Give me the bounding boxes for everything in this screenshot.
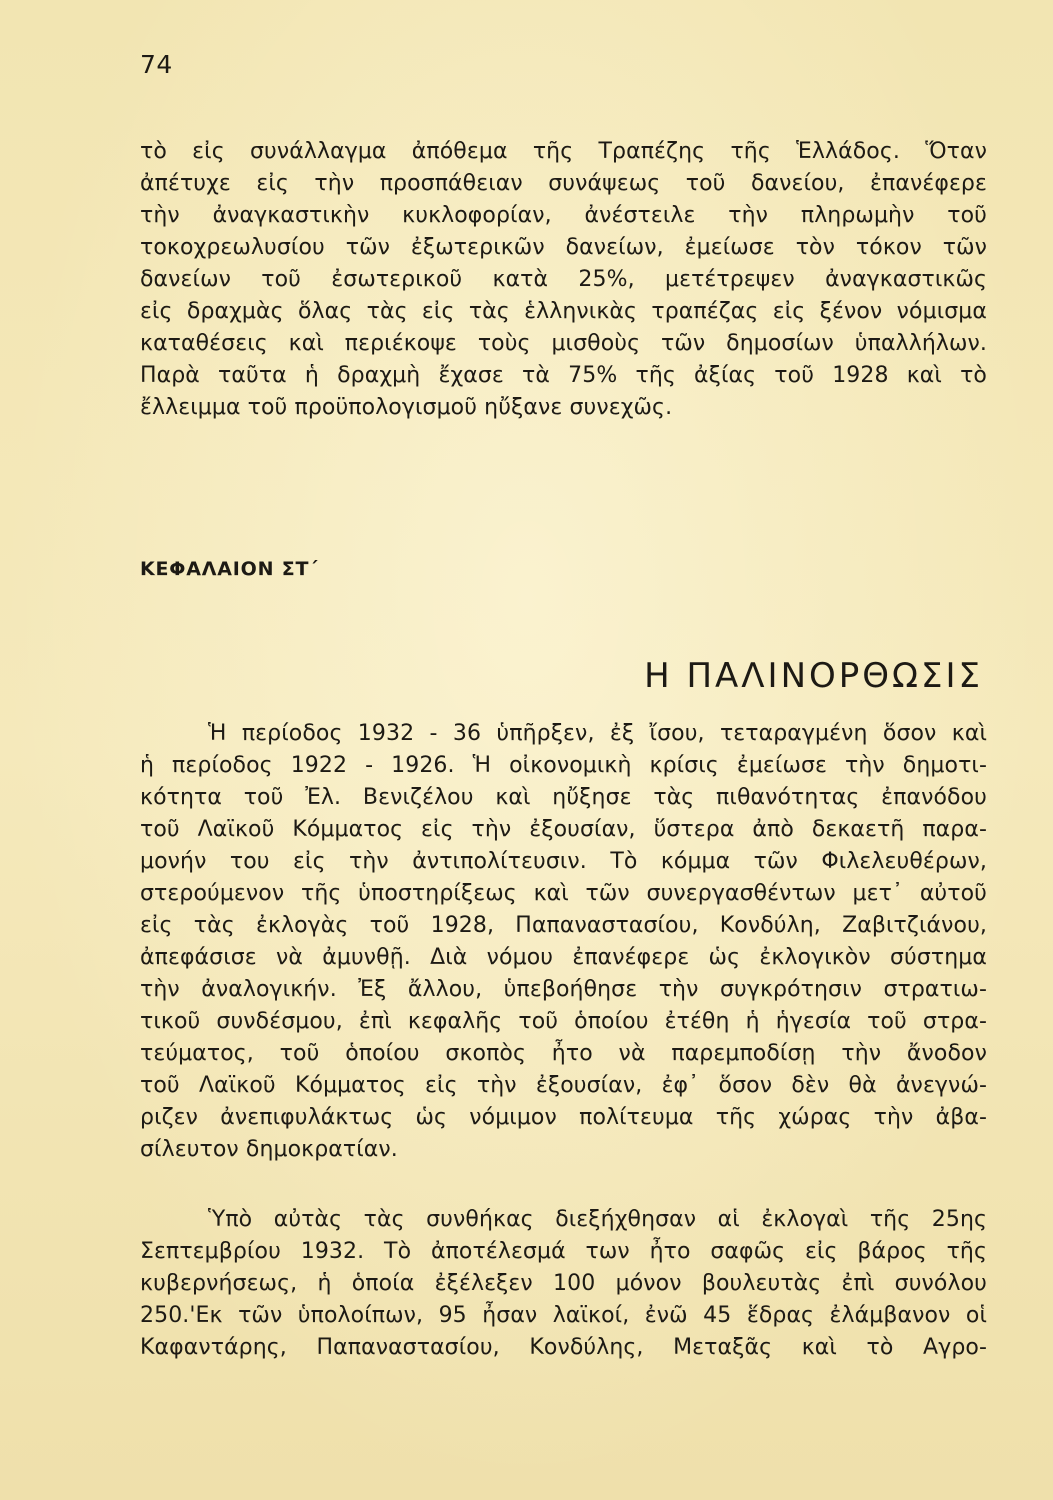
text-line: σίλευτον δημοκρατίαν.: [140, 1137, 398, 1162]
text-line: Καφαντάρης, Παπαναστασίου, Κονδύλης, Μεταξᾶς καὶ τὸ Αγρο-: [140, 1335, 987, 1360]
text-line: εἰς τὰς ἐκλογὰς τοῦ 1928, Παπαναστασίου, Κονδύλη, Ζαβιτζιάνου,: [140, 913, 987, 938]
text-line: ἔλλειμμα τοῦ προϋπολογισμοῦ ηὔξανε συνεχῶς.: [140, 395, 673, 420]
text-line: τὴν ἀναγκαστικὴν κυκλοφορίαν, ἀνέστειλε τὴν πληρωμὴν τοῦ: [140, 203, 987, 228]
text-line: τοῦ Λαϊκοῦ Κόμματος εἰς τὴν ἐξουσίαν, ὕστερα ἀπὸ δεκαετῆ παρα-: [140, 817, 987, 842]
chapter-label: ΚΕΦΑΛΑΙΟΝ ΣΤ΄: [140, 558, 319, 580]
text-line: Ἡ περίοδος 1932 - 36 ὑπῆρξεν, ἐξ ἴσου, τεταραγμένη ὅσον καὶ: [208, 721, 987, 746]
text-line: ἀπέτυχε εἰς τὴν προσπάθειαν συνάψεως τοῦ δανείου, ἐπανέφερε: [140, 171, 987, 196]
text-line: μονήν του εἰς τὴν ἀντιπολίτευσιν. Τὸ κόμμα τῶν Φιλελευθέρων,: [140, 849, 987, 874]
chapter-title: Η ΠΑΛΙΝΟΡΘΩΣΙΣ: [644, 656, 983, 696]
text-line: τοῦ Λαϊκοῦ Κόμματος εἰς τὴν ἐξουσίαν, ἐφ᾽ ὅσον δὲν θὰ ἀνεγνώ-: [140, 1073, 987, 1098]
text-line: ἡ περίοδος 1922 - 1926. Ἡ οἰκονομικὴ κρίσις ἐμείωσε τὴν δημοτι-: [140, 753, 987, 778]
text-line: 250.'Εκ τῶν ὑπολοίπων, 95 ἦσαν λαϊκοί, ἐνῶ 45 ἕδρας ἐλάμβανον οἱ: [140, 1303, 987, 1328]
paragraph-elections-1932: [140, 1204, 987, 1364]
text-line: Παρὰ ταῦτα ἡ δραχμὴ ἔχασε τὰ 75% τῆς ἀξίας τοῦ 1928 καὶ τὸ: [140, 363, 987, 388]
text-line: κότητα τοῦ Ἐλ. Βενιζέλου καὶ ηὔξησε τὰς πιθανότητας ἐπανόδου: [140, 785, 987, 810]
text-line: ριζεν ἀνεπιφυλάκτως ὡς νόμιμον πολίτευμα τῆς χώρας τὴν ἀβα-: [140, 1105, 987, 1130]
text-line: κυβερνήσεως, ἡ ὁποία ἐξέλεξεν 100 μόνον βουλευτὰς ἐπὶ συνόλου: [140, 1271, 987, 1296]
text-line: εἰς δραχμὰς ὅλας τὰς εἰς τὰς ἑλληνικὰς τραπέζας εἰς ξένον νόμισμα: [140, 299, 987, 324]
text-line: τὸ εἰς συνάλλαγμα ἀπόθεμα τῆς Τραπέζης τῆς Ἑλλάδος. Ὅταν: [140, 139, 987, 164]
text-line: δανείων τοῦ ἐσωτερικοῦ κατὰ 25%, μετέτρεψεν ἀναγκαστικῶς: [140, 267, 987, 292]
text-line: τεύματος, τοῦ ὁποίου σκοπὸς ἦτο νὰ παρεμποδίσῃ τὴν ἄνοδον: [140, 1041, 987, 1066]
page-number: 74: [140, 50, 173, 79]
paragraph-period-1932: [140, 718, 987, 1166]
text-line: Σεπτεμβρίου 1932. Τὸ ἀποτέλεσμά των ἦτο σαφῶς εἰς βάρος τῆς: [140, 1239, 987, 1264]
text-line: τοκοχρεωλυσίου τῶν ἐξωτερικῶν δανείων, ἐμείωσε τὸν τόκον τῶν: [140, 235, 987, 260]
text-line: Ὑπὸ αὐτὰς τὰς συνθήκας διεξήχθησαν αἱ ἐκλογαὶ τῆς 25ης: [208, 1207, 987, 1232]
paragraph-continuation: [140, 136, 987, 424]
text-line: τικοῦ συνδέσμου, ἐπὶ κεφαλῆς τοῦ ὁποίου ἐτέθη ἡ ἡγεσία τοῦ στρα-: [140, 1009, 987, 1034]
text-line: ἀπεφάσισε νὰ ἀμυνθῇ. Διὰ νόμου ἐπανέφερε ὡς ἐκλογικὸν σύστημα: [140, 945, 987, 970]
text-line: στερούμενον τῆς ὑποστηρίξεως καὶ τῶν συνεργασθέντων μετ᾽ αὐτοῦ: [140, 881, 987, 906]
text-line: καταθέσεις καὶ περιέκοψε τοὺς μισθοὺς τῶν δημοσίων ὑπαλλήλων.: [140, 331, 987, 356]
text-line: τὴν ἀναλογικήν. Ἐξ ἄλλου, ὑπεβοήθησε τὴν συγκρότησιν στρατιω-: [140, 977, 987, 1002]
